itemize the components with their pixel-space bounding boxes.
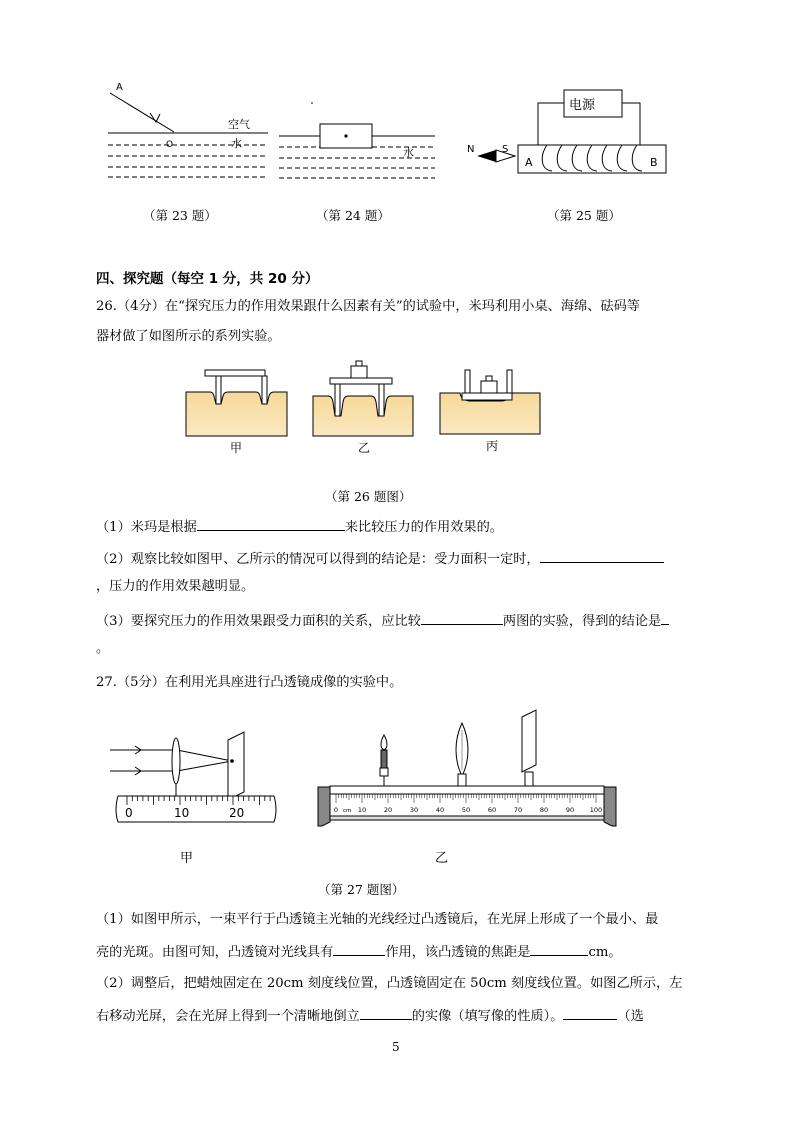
q26-p2-a: （2）观察比较如图甲、乙所示的情况可以得到的结论是：受力面积一定时， [96, 552, 540, 567]
q27-p1-l2c: cm。 [588, 945, 622, 960]
fig27a-screen [228, 732, 244, 800]
fig23-label-a: A [116, 82, 123, 93]
fig27a-label-0: 0 [125, 806, 133, 820]
q26-p3-b: 两图的实验，得到的结论是 [502, 614, 662, 629]
fig25-caption: （第 25 题） [547, 208, 621, 223]
fig27b-lens-holder [458, 774, 466, 786]
fig27b-bench-top [330, 786, 604, 794]
fig27b-bench-bottom [330, 816, 604, 820]
fig27b-flame [381, 735, 387, 750]
bench-tick-label: 10 [357, 806, 367, 814]
q27-p2-l2a: 右移动光屏，会在光屏上得到一个清晰地倒立 [96, 1009, 360, 1024]
bench-tick-label: 70 [513, 806, 523, 814]
bench-tick-label: 0 [333, 806, 339, 814]
q27-p2-l2c: （选 [617, 1009, 644, 1024]
bench-tick-label: 30 [409, 806, 419, 814]
bench-tick-label: 20 [383, 806, 393, 814]
fig27a-refract-1 [177, 750, 232, 761]
fig27b-screen-holder [525, 772, 533, 786]
q26-p1-b: 来比较压力的作用效果的。 [344, 520, 503, 535]
fig26-label-yi: 乙 [358, 441, 371, 455]
q26-stem-line2: 器材做了如图所示的系列实验。 [96, 329, 281, 344]
bench-unit: cm [343, 808, 352, 814]
q26-stem-line1: 26.（4分）在“探究压力的作用效果跟什么因素有关”的试验中，米玛利用小桌、海绵、砝码等 [96, 299, 640, 314]
fig24-label-water: 水 [403, 146, 414, 159]
bench-tick-label: 50 [461, 806, 471, 814]
q27-p2-l2b: 的实像（填写像的性质）。 [411, 1009, 564, 1024]
fig27b-screen [522, 710, 536, 772]
bench-tick-label: 60 [487, 806, 497, 814]
q26-p3-a: （3）要探究压力的作用效果跟受力面积的关系，应比较 [96, 614, 421, 629]
fig23-caption: （第 23 题） [143, 208, 217, 223]
fig23-label-o: O [166, 140, 174, 150]
fig27a-lens [172, 738, 180, 784]
fig26-label-bing: 丙 [486, 439, 499, 453]
bench-tick-label: 40 [435, 806, 445, 814]
q26-p1-a: （1）米玛是根据 [96, 520, 197, 535]
fig27-label-jia: 甲 [180, 851, 194, 866]
bench-tick-label: 90 [565, 806, 575, 814]
fig23-label-air: 空气 [228, 118, 250, 131]
fig25-label-n: N [467, 144, 475, 155]
q27-p1-line2 [96, 941, 622, 962]
fig25-label-a: A [525, 156, 533, 169]
section-title: 四、探究题（每空 1 分，共 20 分） [96, 271, 319, 287]
fig27b-left-foot [318, 787, 330, 826]
q27-p2-line2 [96, 1005, 644, 1026]
fig27a-label-10: 10 [174, 806, 190, 820]
page-number: 5 [392, 1040, 400, 1054]
fig27a-refract-2 [177, 761, 232, 771]
fig27a-focus-spot [230, 759, 234, 763]
fig27-caption: （第 27 题图） [318, 882, 405, 897]
fig25-label-b: B [650, 156, 658, 169]
fig25-label-power: 电源 [569, 98, 596, 113]
q26-p2-b: ，压力的作用效果越明显。 [96, 579, 255, 594]
q27-blank-3[interactable] [360, 1005, 412, 1020]
fig23-label-water: 水 [231, 137, 242, 150]
fig24-caption: （第 24 题） [316, 208, 390, 223]
fig25-label-s: S [502, 144, 509, 155]
bench-tick-label: 80 [539, 806, 549, 814]
fig27a-label-20: 20 [229, 806, 245, 820]
bench-tick-label: 100 [589, 806, 603, 814]
fig27-label-yi: 乙 [435, 851, 449, 866]
q27-p1-line1: （1）如图甲所示，一束平行于凸透镜主光轴的光线经过凸透镜后，在光屏上形成了一个最小、最 [96, 912, 659, 927]
fig27b-candle-holder [380, 768, 388, 776]
q26-p3-c: 。 [96, 641, 110, 656]
q27-blank-1[interactable] [333, 941, 385, 956]
q27-p2-line1: （2）调整后，把蜡烛固定在 20cm 刻度线位置，凸透镜固定在 50cm 刻度线位置。如图乙所示，左 [96, 976, 683, 991]
fig26-caption: （第 26 题图） [325, 489, 412, 504]
fig27b-right-foot [604, 787, 616, 826]
fig26-label-jia: 甲 [230, 441, 243, 455]
fig27b-candle [381, 750, 387, 768]
q27-stem: 27.（5分）在利用光具座进行凸透镜成像的实验中。 [96, 675, 403, 690]
q27-p1-l2a: 亮的光斑。由图可知，凸透镜对光线具有 [96, 945, 334, 960]
q27-blank-2[interactable] [530, 941, 588, 956]
q27-blank-4[interactable] [563, 1005, 617, 1020]
q27-p1-l2b: 作用，该凸透镜的焦距是 [385, 945, 531, 960]
